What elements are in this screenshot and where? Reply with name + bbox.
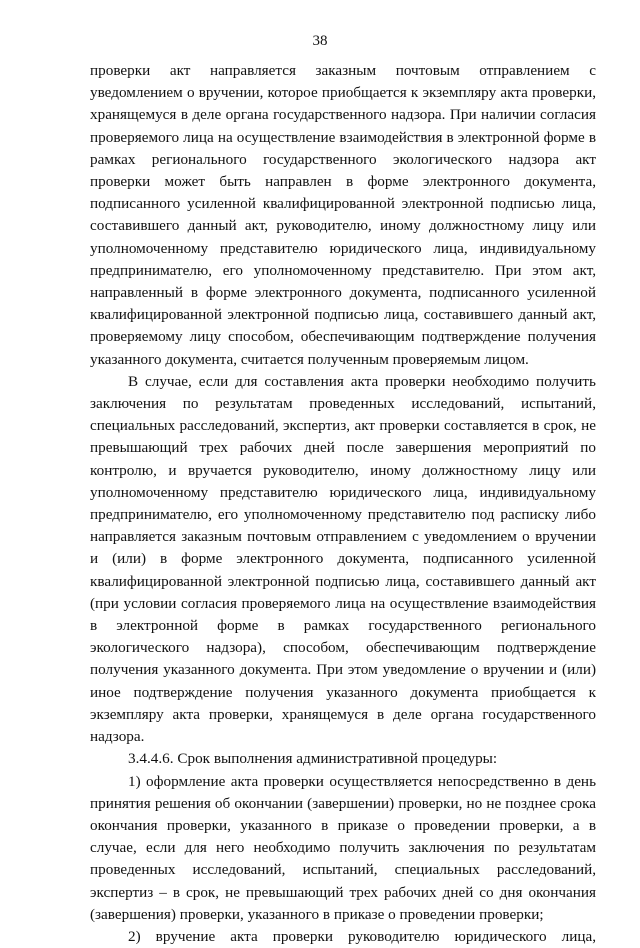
list-item-2: 2) вручение акта проверки руководителю юридического лица, [128,927,596,945]
paragraph-case-conclusions: В случае, если для составления акта проверки необходимо получить заключения по результатам проведенных исследований, испытаний, специальных расследований, экспертиз, акт проверки составляется в срок, не превышающий трех рабочих дней после завершения мероприятий по контролю, и вручается руководителю, иному должностному лицу или уполномоченному представителю юридического лица, индивидуальному предпринимателю, его уполномоченному представителю под расписку либо направляется заказным почтовым отправлением с уведомлением о вручении и (или) в форме электронного документа, подписанного усиленной квалифицированной электронной подписью лица, составившего данный акт (при условии согласия проверяемого лица на осуществление взаимодействия в электронной форме в рамках государственного регионального экологического надзора), способом, обеспечивающим подтверждение получения указанного документа. При этом уведомление о вручении и (или) иное подтверждение получения указанного документа приобщается к экземпляру акта проверки, хранящемуся в деле органа государственного надзора. [90,372,596,746]
section-heading-3-4-4-6: 3.4.4.6. Срок выполнения административной процедуры: [128,750,498,768]
document-body [90,60,596,948]
list-item-1: 1) оформление акта проверки осуществляется непосредственно в день принятия решения об окончании (завершении) проверки, но не позднее срока окончания проверки, указанного в приказе о проведении проверки, а в случае, если для него необходимо получить заключения по результатам проведенных исследований, испытаний, специальных расследований, экспертиз – в срок, не превышающий трех рабочих дней со дня окончания (завершения) проверки, указанного в приказе о проведении проверки; [90,772,596,923]
page-number: 38 [312,33,328,49]
paragraph-continuation: проверки акт направляется заказным почтовым отправлением с уведомлением о вручении, которое приобщается к экземпляру акта проверки, хранящемуся в деле органа государственного надзора. При наличии согласия проверяемого лица на осуществление взаимодействия в электронной форме в рамках регионального государственного экологического надзора акт проверки может быть направлен в форме электронного документа, подписанного усиленной квалифицированной электронной подписью лица, составившего данный акт, руководителю, иному должностному лицу или уполномоченному представителю юридического лица, индивидуальному предпринимателю, его уполномоченному представителю. При этом акт, направленный в форме электронного документа, подписанного усиленной квалифицированной электронной подписью лица, составившего данный акт, проверяемому лицу способом, обеспечивающим подтверждение получения указанного документа, считается полученным проверяемым лицом. [90,62,596,368]
